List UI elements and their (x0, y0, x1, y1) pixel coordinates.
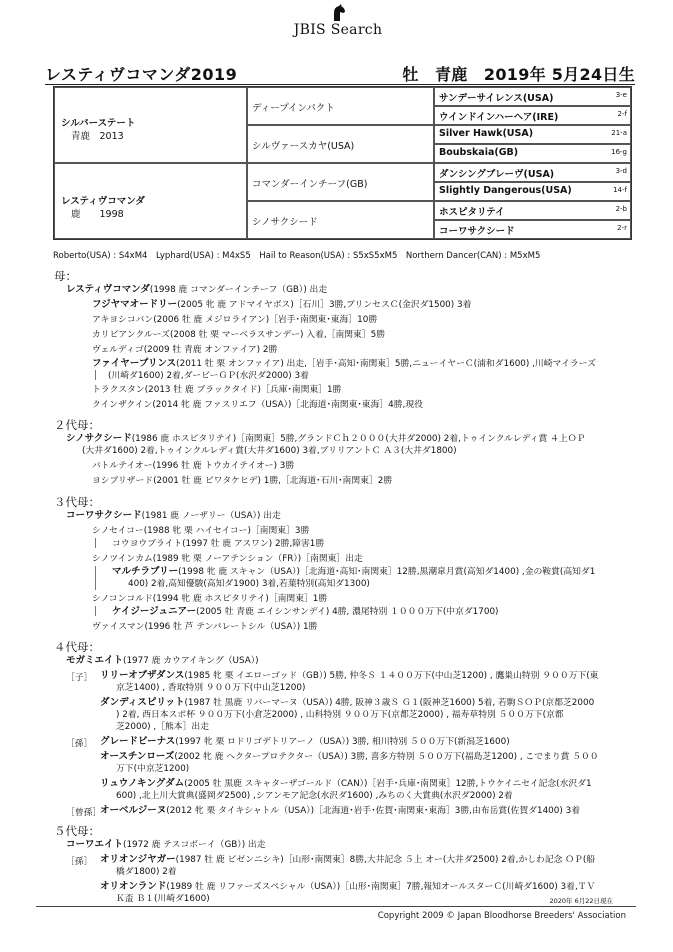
family-line-cont: (川崎ダ1600) 2着,ダービーＧＰ(水沢ダ2000) 3着 (108, 371, 309, 381)
family-code: 3-e (615, 91, 627, 99)
family-line-detail: (1997 牡 鹿 アスワン) 2勝,障害1勝 (182, 539, 325, 549)
family-horse-name[interactable]: コウヨウブライト (112, 539, 183, 549)
pedigree-g3-cell (434, 106, 631, 125)
family-horse-name[interactable]: オリオンランド (100, 881, 167, 892)
sire-detail: 青鹿 2013 (71, 131, 124, 142)
family-line (92, 593, 327, 605)
family-line-detail: (2006 牡 鹿 メジロライアン)［岩手･南関東･東海］10勝 (153, 315, 378, 325)
section-5th-dam-header: ５代母： (54, 824, 100, 838)
pedigree-g3-name[interactable]: Boubskaia(GB) (439, 147, 519, 158)
copyright-text: Copyright 2009 © Japan Bloodhorse Breeders' Association (377, 911, 626, 921)
section-2nd-dam-header: ２代母： (54, 418, 100, 432)
family-line (92, 384, 341, 396)
family-line (66, 655, 259, 667)
family-horse-name[interactable]: カリビアンクルーズ (92, 330, 170, 340)
family-code: 3-d (615, 167, 627, 175)
family-line-detail: (1996 牡 鹿 トウカイテイオー) 3勝 (152, 461, 295, 471)
family-code: 2-f (617, 110, 627, 118)
family-line-detail: (1998 鹿 コマンダーインチーフ（GB）) 出走 (149, 285, 328, 295)
family-code: 16-g (611, 148, 627, 156)
pedigree-g3-cell (434, 201, 631, 220)
pedigree-g2-name[interactable]: シノサクシード (252, 217, 318, 228)
family-line (112, 606, 499, 618)
pedigree-g2-cell (247, 87, 434, 125)
pedigree-g3-cell (434, 125, 631, 144)
horse-info: 牡 青鹿 2019年 5月24日生 (402, 65, 635, 84)
family-line-detail: (1994 牝 鹿 ホスピタリテイ)［南関東］1勝 (152, 594, 328, 604)
relation-tag-child: ［子］ (66, 673, 93, 683)
family-line (100, 881, 595, 893)
family-line-cont: (大井ダ1600) 2着,トゥインクルレディ賞(大井ダ1600) 3着,ブリリアントＣ Ａ３(大井ダ1800) (82, 446, 457, 456)
pedigree-g3-name[interactable]: ウインドインハーヘア(IRE) (439, 112, 559, 123)
title-divider (45, 84, 635, 85)
pedigree-g3-name[interactable]: コーワサクシード (439, 226, 515, 237)
family-code: 14-f (613, 186, 627, 194)
pedigree-g2-cell (247, 201, 434, 239)
family-line-cont: 橋ダ1800) 2着 (116, 867, 177, 877)
family-line-detail: (1986 鹿 ホスピタリテイ)［南関東］5勝,グランドＣｈ２０００(大井ダ2000) 2着,トゥインクルレディ賞 ４上ＯＰ (131, 434, 586, 444)
tree-connector (95, 538, 96, 548)
family-horse-name[interactable]: レスティヴコマンダ (66, 284, 150, 295)
family-line-detail: (1987 牡 鹿 ビゼンニシキ)［山形･南関東］8勝,大井記念 ５上 オー(大井ダ2500) 2着,かしわ記念 ＯＰ(船 (175, 855, 596, 865)
logo-text: JBIS Search (293, 22, 383, 38)
family-line-detail: (2013 牡 鹿 ブラックタイド)［兵庫･南関東］1勝 (144, 385, 342, 395)
family-horse-name[interactable]: フジヤマオードリー (92, 299, 178, 310)
family-code: 21-a (611, 129, 627, 137)
family-line (92, 358, 596, 370)
family-line (92, 399, 423, 411)
pedigree-g3-name[interactable]: Slightly Dangerous(USA) (439, 185, 572, 196)
family-horse-name[interactable]: シノセイコー (92, 526, 144, 536)
family-line (92, 329, 385, 341)
relation-tag-great-grandchild: ［曾孫］ (66, 808, 102, 818)
family-line-detail: (2014 牝 鹿 ファスリエフ（USA）)［北海道･南関東･東海］4勝,現役 (152, 400, 423, 410)
family-line-detail: (1997 牝 栗 ロドリゴデトリアーノ（USA）) 3勝, 相川特別 ５００万下(新潟芝1600) (175, 737, 510, 747)
family-line-detail: (1988 牝 栗 ハイセイコー)［南関東］3勝 (143, 526, 310, 536)
family-line (92, 460, 294, 472)
family-line-detail: (1996 牡 芦 テンパレートシル（USA）) 1勝 (144, 622, 318, 632)
family-line (92, 299, 471, 311)
family-horse-name[interactable]: コーワエイト (66, 839, 124, 850)
family-line (100, 805, 580, 817)
family-horse-name[interactable]: ヴァイスマン (92, 622, 145, 632)
horse-head-icon (328, 4, 348, 22)
family-line-cont: ) 2着, 西日本スポ杯 ９００万下(小倉芝2000) , 山科特別 ９００万下(京都芝2000) , 福寿草特別 ５００万下(京都 (116, 710, 564, 720)
family-line-detail: (1998 牝 鹿 スキャン（USA）)［北海道･高知･南関東］12勝,黒潮皐月賞(高知ダ1400) ,金の鞍賞(高知ダ1 (178, 567, 596, 577)
relation-tag-grandchild: ［孫］ (66, 857, 93, 867)
family-line-detail: (2008 牡 栗 マーベラスサンデー) 入着,［南関東］5勝 (169, 330, 386, 340)
family-horse-name[interactable]: ヴェルディゴ (92, 345, 144, 355)
tree-connector (95, 370, 96, 380)
family-line-cont: Ｋ盃 Ｂ１(川崎ダ1600) (116, 894, 210, 904)
family-line-detail: (2002 牝 鹿 ヘクタープロテクター（USA）) 3勝, 喜多方特別 ５００万下(福島芝1200) , こでまり賞 ５００ (174, 752, 599, 762)
pedigree-g2-name[interactable]: コマンダーインチーフ(GB) (252, 179, 368, 190)
sire-cell (54, 87, 247, 163)
family-horse-name[interactable]: オリオンジヤガー (100, 854, 176, 865)
family-code: 2-b (615, 205, 627, 213)
section-4th-dam-header: ４代母： (54, 640, 100, 654)
family-horse-name[interactable]: クインザクイン (92, 400, 153, 410)
family-line (100, 670, 598, 682)
family-horse-name[interactable]: ダンディスピリット (100, 697, 185, 708)
family-line (66, 433, 585, 445)
family-line-detail: (1977 鹿 カウアイキング（USA）) (123, 656, 259, 666)
family-line (100, 736, 510, 748)
family-line-detail: (1981 鹿 ノーザリー（USA）) 出走 (141, 511, 281, 521)
family-horse-name[interactable]: バトルテイオー (92, 461, 153, 471)
family-line-detail: (1972 鹿 テスコボーイ（GB）) 出走 (123, 840, 266, 850)
pedigree-g3-cell (434, 163, 631, 182)
pedigree-g2-name[interactable]: ディープインパクト (252, 103, 335, 114)
family-horse-name[interactable]: トラクスタン (92, 385, 145, 395)
dam-detail: 鹿 1998 (71, 209, 124, 220)
family-code: 2-r (617, 224, 627, 232)
pedigree-g2-cell (247, 163, 434, 201)
family-line-detail: (1985 牝 栗 イエローゴッド（GB）) 5勝, 仲冬Ｓ １４００万下(中山芝1200) , 鷹巣山特別 ９００万下(東 (184, 671, 599, 681)
relation-tag-grandchild: ［孫］ (66, 739, 93, 749)
tree-connector (95, 606, 96, 616)
family-line-detail: (2005 牡 青鹿 エイシンサンデイ) 4勝, 濃尾特別 １０００万下(中京ダ1700) (196, 607, 499, 617)
family-horse-name[interactable]: シノコンコルド (92, 594, 153, 604)
family-horse-name[interactable]: グレードビーナス (100, 736, 176, 747)
family-line-detail: (1989 牡 鹿 リファーズスペシャル（USA）)［山形･南関東］7勝,報知オールスターＣ(川崎ダ1600) 3着,ＴＶ (166, 882, 596, 892)
family-line-cont: 400) 2着,高知優駿(高知ダ1900) 3着,若葉特別(高知ダ1300) (128, 579, 370, 589)
pedigree-g3-cell (434, 220, 631, 239)
family-line (92, 553, 363, 565)
family-horse-name[interactable]: オースチンローズ (100, 751, 175, 762)
pedigree-g2-cell (247, 125, 434, 163)
family-horse-name[interactable]: アキヨシコバン (92, 315, 154, 325)
family-line-detail: (2005 牝 鹿 アドマイヤボス)［石川］3勝,プリンセスＣ(金沢ダ1500) 3着 (177, 300, 472, 310)
family-line-detail: (2001 牡 鹿 ビワタケヒデ) 1勝,［北海道･石川･南関東］2勝 (153, 476, 393, 486)
family-horse-name[interactable]: ヨシブリザード (92, 476, 154, 486)
pedigree-g3-name[interactable]: Silver Hawk(USA) (439, 128, 534, 139)
pedigree-g3-name[interactable]: ホスピタリテイ (439, 207, 505, 218)
section-3rd-dam-header: ３代母： (54, 495, 100, 509)
family-line-cont: 京芝1400) , 香取特別 ９００万下(中山芝1200) (116, 683, 306, 693)
family-line (112, 566, 595, 578)
family-line (92, 475, 392, 487)
family-line-cont: 600) ,北上川大賞典(盛岡ダ2500) ,シアンモア記念(水沢ダ1600) ,みちのく大賞典(水沢ダ2000) 2着 (116, 791, 513, 801)
family-line-detail: (2012 牝 栗 タイキシャトル（USA）)［北海道･岩手･佐賀･南関東･東海］3勝,由布岳賞(佐賀ダ1400) 3着 (166, 806, 580, 816)
family-line (66, 284, 327, 296)
family-horse-name[interactable]: シノツインカム (92, 554, 153, 564)
horse-name: レスティヴコマンダ2019 (45, 65, 238, 84)
family-line (66, 839, 266, 851)
pedigree-g2-name[interactable]: シルヴァースカヤ(USA) (252, 141, 355, 152)
family-horse-name[interactable]: マルチラブリー (112, 566, 179, 577)
family-line-detail: (2009 牡 青鹿 オンファイア) 2勝 (143, 345, 278, 355)
family-horse-name[interactable]: オーベルジーヌ (100, 805, 167, 816)
pedigree-table (53, 86, 632, 240)
family-horse-name[interactable]: ファイヤープリンス (92, 358, 177, 369)
family-line (100, 854, 595, 866)
tree-connector (95, 566, 96, 590)
family-line (112, 538, 324, 550)
family-horse-name[interactable]: リリーオブザダンス (100, 670, 185, 681)
family-horse-name[interactable]: シノサクシード (66, 433, 132, 444)
family-line-cont: 万下(中京芝1200) (116, 764, 190, 774)
family-line (100, 697, 594, 709)
pedigree-g3-cell (434, 87, 631, 106)
family-line (92, 525, 309, 537)
as-of-date: 2020年 6月22日現在 (549, 897, 613, 905)
pedigree-g3-name[interactable]: ダンシングブレーヴ(USA) (439, 169, 555, 180)
family-line-detail: (1987 牡 黒鹿 リバーマーヌ（USA）) 4勝, 阪神３歳Ｓ Ｇ１(阪神芝1600) 5着, 若駒ＳＯＰ(京都芝2000 (184, 698, 595, 708)
family-line (100, 778, 592, 790)
family-line-detail: (1989 牝 栗 ノーアテンション（FR）)［南関東］出走 (152, 554, 363, 564)
horse-title (45, 62, 635, 82)
inbreeding-crosses: Roberto(USA) : S4xM4 Lyphard(USA) : M4xS5 Hail to Reason(USA) : S5xS5xM5 Northern Dancer(CAN) : M5xM5 (53, 251, 541, 261)
family-line (92, 344, 277, 356)
family-line (66, 510, 281, 522)
pedigree-g3-name[interactable]: サンデーサイレンス(USA) (439, 93, 554, 104)
family-line (92, 314, 377, 326)
jbis-logo[interactable] (290, 4, 386, 48)
family-line-detail: (2011 牡 栗 オンファイア) 出走,［岩手･高知･南関東］5勝,ニューイヤーＣ(浦和ダ1600) ,川崎マイラーズ (176, 359, 596, 369)
family-horse-name[interactable]: リュウノキングダム (100, 778, 185, 789)
section-dam-header: 母： (54, 269, 77, 283)
dam-cell (54, 163, 247, 239)
footer-divider (36, 906, 636, 907)
family-horse-name[interactable]: モガミエイト (66, 655, 124, 666)
family-horse-name[interactable]: ケイジージュニアー (112, 606, 197, 617)
family-line (100, 751, 599, 763)
family-line-cont: 芝2000) ,［熊本］出走 (116, 722, 209, 732)
pedigree-g3-cell (434, 182, 631, 201)
sire-name[interactable]: シルバーステート (61, 118, 136, 129)
family-line (92, 621, 317, 633)
family-horse-name[interactable]: コーワサクシード (66, 510, 142, 521)
dam-name[interactable]: レスティヴコマンダ (61, 196, 145, 207)
family-line-detail: (2005 牡 黒鹿 スキャターザゴールド（CAN）)［岩手･兵庫･南関東］12勝,トウケイニセイ記念(水沢ダ1 (184, 779, 592, 789)
pedigree-g3-cell (434, 144, 631, 163)
